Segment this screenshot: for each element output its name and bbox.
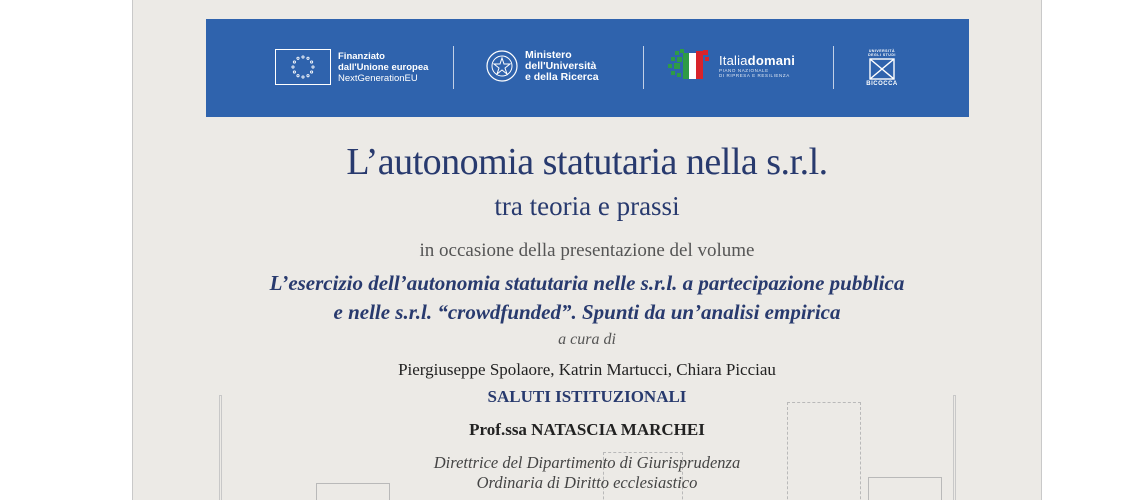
mur-logo xyxy=(485,49,599,83)
speaker-role-2: Ordinaria di Diritto ecclesiastico xyxy=(476,473,698,492)
document-page xyxy=(132,0,1042,500)
occasion-text: in occasione della presentazione del volume xyxy=(419,240,755,261)
banner-divider-3 xyxy=(833,46,834,89)
italiadomani-name-bold: domani xyxy=(747,53,796,68)
bicocca-bottom-text: BICOCCA xyxy=(866,81,898,87)
speaker-role-1: Direttrice del Dipartimento di Giurisprudenza xyxy=(433,453,741,472)
section-heading-saluti: SALUTI ISTITUZIONALI xyxy=(487,387,687,406)
eu-flag-icon xyxy=(275,49,331,85)
edited-by-label: a cura di xyxy=(558,331,616,348)
speaker-name: Prof.ssa NATASCIA MARCHEI xyxy=(469,420,705,439)
eu-line-2: dall'Unione europea xyxy=(338,61,429,73)
bicocca-emblem-icon xyxy=(869,58,895,80)
event-subtitle: tra teoria e prassi xyxy=(494,191,680,221)
banner-divider-1 xyxy=(453,46,454,89)
mur-line-1: Ministero xyxy=(525,48,572,61)
italiadomani-name-regular: Italia xyxy=(719,53,748,68)
banner-divider-2 xyxy=(643,46,644,89)
italiadomani-flag-icon xyxy=(665,47,715,85)
italian-emblem-icon xyxy=(485,49,519,83)
bicocca-top-text: UNIVERSITÀ DEGLI STUDI xyxy=(868,49,896,57)
mur-line-2: dell'Università xyxy=(525,59,597,72)
eu-line-1: Finanziato xyxy=(338,50,385,62)
eu-line-3: NextGenerationEU xyxy=(338,72,418,84)
italiadomani-sub-1: PIANO NAZIONALE xyxy=(719,68,769,73)
event-title: L’autonomia statutaria nella s.r.l. xyxy=(346,141,828,183)
book-title-line-2: e nelle s.r.l. “crowdfunded”. Spunti da un’analisi empirica xyxy=(333,300,841,324)
italiadomani-name xyxy=(719,54,795,68)
eu-logo xyxy=(275,49,428,85)
italiadomani-sub-2: DI RIPRESA E RESILIENZA xyxy=(719,73,790,78)
book-title-line-1: L’esercizio dell’autonomia statutaria nelle s.r.l. a partecipazione pubblica xyxy=(269,271,905,295)
mur-line-3: e della Ricerca xyxy=(525,70,599,83)
italiadomani-logo xyxy=(665,47,795,85)
bicocca-logo xyxy=(864,49,900,88)
editors-names: Piergiuseppe Spolaore, Katrin Martucci, Chiara Picciau xyxy=(398,360,776,379)
funding-banner xyxy=(206,19,969,117)
